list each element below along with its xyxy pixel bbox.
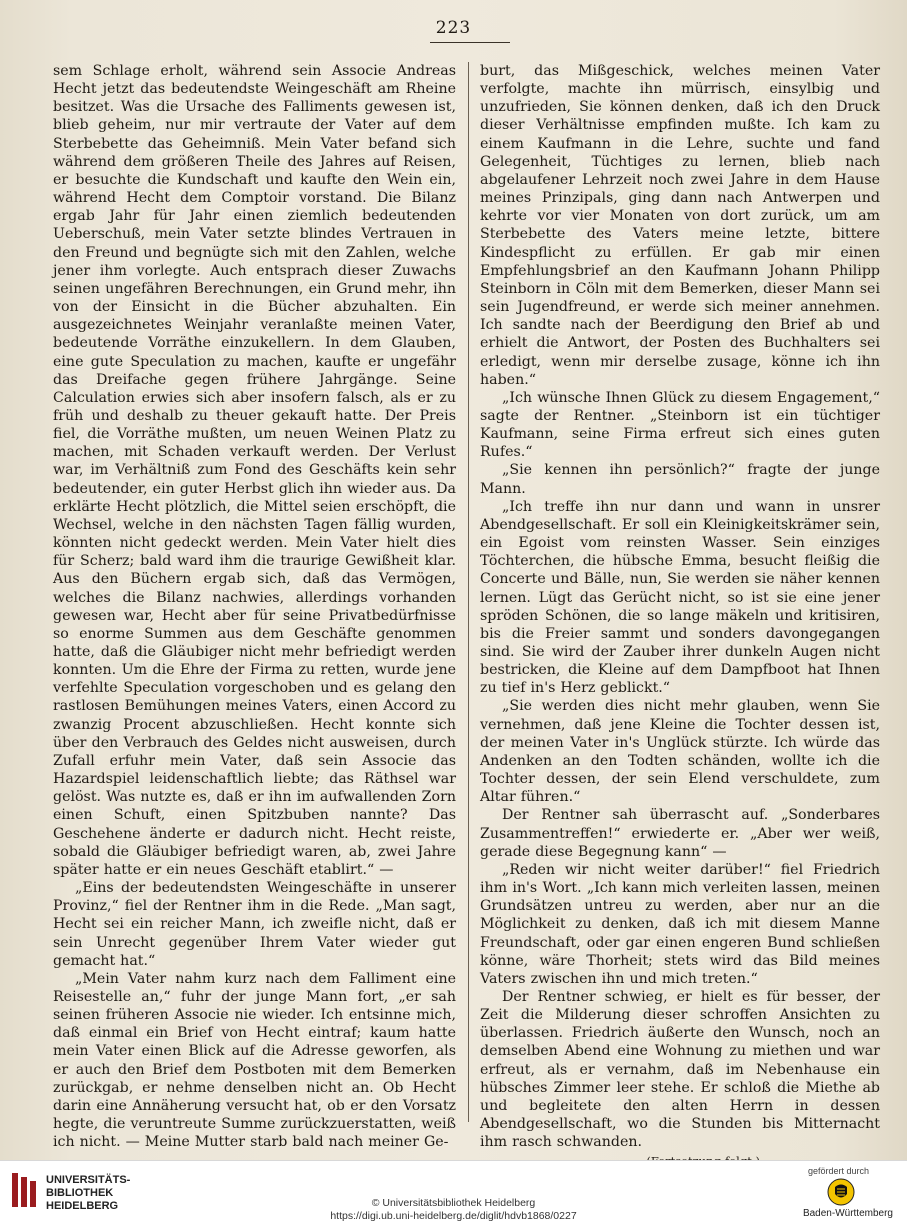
library-name-line: UNIVERSITÄTS- — [46, 1174, 131, 1186]
paragraph: „Ich treffe ihn nur dann und wann in unsrer Abendgesellschaft. Er soll ein Kleinigkeitskrämer sein, ein Egoist vom reinsten Wasser. Sein einziges Töchterchen, die hübsche Emma, besucht fleißig die Concerte und Bälle, nun, Sie werden sie näher kennen lernen. Lügt das Gerücht nicht, so ist sie eine jener spröden Schönen, die so lange mäkeln und kritisiren, bis die Freier sammt und sonders davongegangen sind. Sie wird der Zauber ihrer dunkeln Augen nicht bestricken, die Kleine auf dem Dampfboot hat Ihnen zu tief in's Herz geblickt.“ — [480, 498, 880, 697]
state-crest-icon[interactable] — [827, 1178, 855, 1206]
paragraph: burt, das Mißgeschick, welches meinen Vater verfolgte, machte ihn mürrisch, einsylbig und unzufrieden, Sie können denken, daß ich den Druck dieser Verhältnisse empfinden mußte. Ich kam zu einem Kaufmann in die Lehre, suchte und fand Gelegenheit, Tüchtiges zu lernen, blieb nach abgelaufener Lehrzeit noch zwei Jahre in dem Hause meines Prinzipals, ging dann nach Antwerpen und kehrte vor vier Monaten von dort zurück, um am Sterbebette des Vaters meine letzte, bittere Kindespflicht zu erfüllen. Er gab mir einen Empfehlungsbrief an den Kaufmann Johann Philipp Steinborn in Cöln mit dem Bemerken, dieser Mann sei sein Jugendfreund, er werde sich meiner annehmen. Ich sandte nach der Beerdigung den Brief ab und erhielt die Antwort, der Posten des Buchhalters sei erledigt, wenn mir derselbe zusage, könne ich ihn haben.“ — [480, 63, 880, 388]
column-divider — [468, 62, 469, 1122]
left-column — [53, 62, 456, 1151]
funder-name: Baden-Württemberg — [802, 1208, 893, 1219]
header-rule — [430, 42, 510, 43]
permalink[interactable]: https://digi.ub.uni-heidelberg.de/diglit/hdvb1868/0227 — [330, 1210, 577, 1222]
paragraph: sem Schlage erholt, während sein Associe Andreas Hecht jetzt das bedeutendste Weingeschäft am Rheine besitzet. Was die Ursache des Falliments gewesen ist, blieb geheim, nur mir vertraute der Vater auf dem Sterbebette das Geheimniß. Mein Vater befand sich während dem größeren Theile des Jahres auf Reisen, er besuchte die Kundschaft und kaufte den Wein ein, während Hecht dem Comptoir vorstand. Die Bilanz ergab Jahr für Jahr einen ziemlich bedeutenden Ueberschuß, mein Vater setzte blindes Vertrauen in den Freund und begnügte sich mit den Zahlen, welche jener ihm vorlegte. Auch entsprach dieser Zuwachs seinen ungefähren Berechnungen, ein Grund mehr, ihn von der Einsicht in die Bücher abzuhalten. Ein ausgezeichnetes Weinjahr veranlaßte meinen Vater, bedeutende Vorräthe einzukellern. In dem Glauben, eine gute Speculation zu machen, kaufte er ungefähr das Dreifache gegen frühere Jahrgänge. Seine Calculation erwies sich aber insofern falsch, als er zu früh und deshalb zu theuer gekauft hatte. Der Preis fiel, die Vorräthe mußten, um neuen Weinen Platz zu machen, mit Schaden verkauft werden. Der Verlust war, im Verhältniß zum Fond des Geschäfts kein sehr bedeutender, ein guter Herbst glich ihn wieder aus. Da erklärte Hecht plötzlich, die Mittel seien erschöpft, die Wechsel, welche in den nächsten Tagen fällig wurden, könnten nicht gedeckt werden. Mein Vater hielt dies für Scherz; bald ward ihm die traurige Gewißheit klar. Aus den Büchern ergab sich, daß das Vermögen, welches die Bilanz nachwies, allerdings vorhanden gewesen war, Hecht aber für seine Privatbedürfnisse so enorme Summen aus dem Geschäfte genommen hatte, daß die Gläubiger nicht mehr befriedigt werden konnten. Um die Ehre der Firma zu retten, wurde jene verfehlte Speculation vorgeschoben und es gelang den rastlosen Bemühungen meines Vaters, einen Accord zu zwanzig Procent abzuschließen. Hecht konnte sich über den Verbrauch des Geldes nicht ausweisen, durch Zufall erfuhr mein Vater, daß sein Associe das Hazardspiel leidenschaftlich liebte; das Räthsel war gelöst. Was nutzte es, daß er ihn im aufwallenden Zorn einen Schuft, einen Spitzbuben nannte? Das Geschehene änderte er dadurch nicht. Hecht reiste, sobald die Gläubiger befriedigt waren, ab, zwei Jahre später hatte er ein neues Geschäft etablirt.“ — — [53, 63, 456, 878]
paragraph: Der Rentner schwieg, er hielt es für besser, der Zeit die Milderung dieser schroffen Ansichten zu überlassen. Friedrich äußerte den Wunsch, noch an demselben Abend eine Wohnung zu miethen und war erfreut, als er vernahm, daß im Nebenhause ein hübsches Zimmer leer stehe. Er schloß die Miethe ab und begleitete den alten Herrn in dessen Abendgesellschaft, wo die Stunden bis Mitternacht ihm rasch schwanden. — [480, 988, 880, 1151]
funder-label: gefördert durch — [807, 1166, 869, 1176]
paragraph: „Mein Vater nahm kurz nach dem Falliment eine Reisestelle an,“ fuhr der junge Mann fort, „er sah seinen früheren Associe nie wieder. Ich entsinne mich, daß einmal ein Brief von Hecht eintraf; kaum hatte mein Vater einen Blick auf die Adresse geworfen, als er auch den Brief dem Postboten mit dem Bemerken zurückgab, er nehme denselben nicht an. Ob Hecht darin eine Annäherung versucht hat, ob er den Vorsatz hegte, die veruntreute Summe zurückzuerstatten, weiß ich nicht. — Meine Mutter starb bald nach meiner Ge- — [53, 970, 456, 1151]
library-name-line: HEIDELBERG — [46, 1200, 119, 1212]
paragraph: „Sie werden dies nicht mehr glauben, wenn Sie vernehmen, daß jene Kleine die Tochter dessen ist, der meinen Vater in's Unglück stürzte. Ich würde das Andenken an den Todten schänden, wollte ich die Tochter dessen, der sein Elend verschuldete, zum Altar führen.“ — [480, 698, 880, 806]
copyright-block — [0, 1197, 907, 1223]
library-name-line: BIBLIOTHEK — [46, 1187, 114, 1199]
paragraph: „Reden wir nicht weiter darüber!“ fiel Friedrich ihm in's Wort. „Ich kann mich verleiten lassen, meinen Grundsätzen untreu zu werden, aber nur an die Möglichkeit zu denken, daß ich mit diesem Manne Freundschaft, oder gar einen engeren Bund schließen könne, wäre Thorheit; stets wird das Bild meines Vaters zwischen ihn und mich treten.“ — [480, 861, 880, 987]
paragraph: „Eins der bedeutendsten Weingeschäfte in unserer Provinz,“ fiel der Rentner ihm in die Rede. „Man sagt, Hecht sei ein reicher Mann, ich zweifle nicht, daß er sein Unrecht gegenüber Ihrem Vater wieder gut gemacht hat.“ — [53, 880, 456, 969]
paragraph: Der Rentner sah überrascht auf. „Sonderbares Zusammentreffen!“ erwiederte er. „Aber wer weiß, gerade diese Begegnung kann“ — — [480, 807, 880, 860]
copyright-text: © Universitätsbibliothek Heidelberg — [371, 1197, 536, 1209]
paragraph: „Sie kennen ihn persönlich?“ fragte der junge Mann. — [480, 462, 880, 497]
footer — [0, 1160, 907, 1224]
paragraph: „Ich wünsche Ihnen Glück zu diesem Engagement,“ sagte der Rentner. „Steinborn ist ein tüchtiger Kaufmann, seine Firma erfreut sich eines guten Rufes.“ — [480, 389, 880, 461]
right-column — [480, 62, 880, 1194]
page-number: 223 — [435, 18, 472, 38]
